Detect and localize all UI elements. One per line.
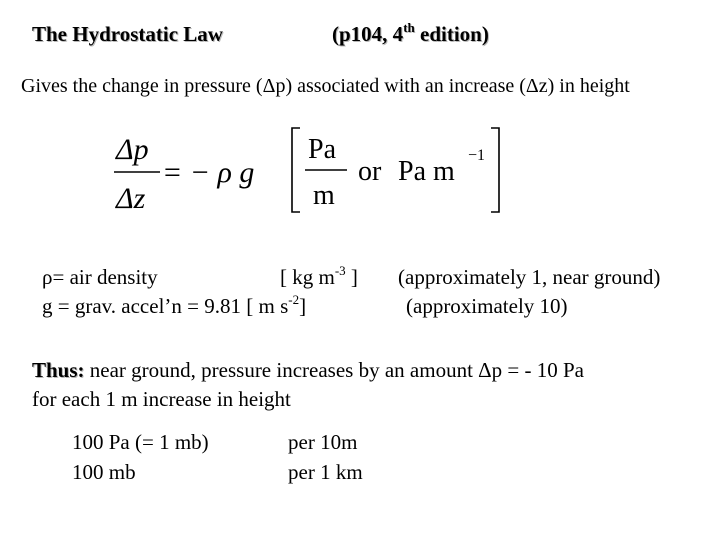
rho-definition: ρ= air density — [42, 265, 158, 289]
thus-label: Thus: — [32, 358, 85, 382]
example-amount: 100 Pa (= 1 mb) — [72, 430, 209, 454]
thus-continuation: for each 1 m increase in height — [32, 387, 291, 411]
unit-denominator: m — [313, 180, 335, 211]
hydrostatic-formula — [110, 124, 530, 224]
g-definition-prefix: g = grav. accel’n = 9.81 [ m s — [42, 294, 289, 318]
alt-unit: Pa m — [398, 156, 455, 187]
intro-text: Gives the change in pressure (Δp) associated with an increase (Δz) in height — [21, 75, 630, 97]
g-units-exponent: -2 — [288, 292, 300, 308]
edition-superscript: th — [403, 20, 415, 36]
formula-numerator: Δp — [116, 133, 149, 166]
or-word: or — [358, 156, 382, 187]
title-text: The Hydrostatic Law — [32, 22, 223, 46]
left-bracket — [292, 128, 300, 212]
formula-rhs: = − ρ g — [162, 156, 255, 189]
rho-units-prefix: [ kg m — [280, 265, 335, 289]
edition-prefix: (p104, 4 — [332, 22, 404, 46]
example-per: per 1 km — [288, 460, 363, 484]
edition-suffix: edition) — [414, 22, 489, 46]
right-bracket — [491, 128, 499, 212]
formula-denominator: Δz — [116, 182, 146, 215]
alt-unit-exponent: −1 — [468, 147, 486, 164]
example-amount: 100 mb — [72, 460, 136, 484]
thus-statement — [32, 358, 584, 383]
rho-approximation: (approximately 1, near ground) — [398, 265, 661, 289]
rho-units-exponent: -3 — [334, 263, 346, 279]
unit-numerator: Pa — [308, 134, 336, 165]
g-definition — [42, 294, 306, 319]
edition-reference — [332, 22, 489, 47]
g-approximation: (approximately 10) — [406, 294, 568, 318]
g-definition-suffix: ] — [299, 294, 307, 318]
page-title — [32, 22, 223, 47]
example-per: per 10m — [288, 430, 358, 454]
rho-units — [280, 265, 358, 290]
rho-units-suffix: ] — [345, 265, 358, 289]
thus-text: near ground, pressure increases by an amount Δp = - 10 Pa — [84, 358, 584, 382]
